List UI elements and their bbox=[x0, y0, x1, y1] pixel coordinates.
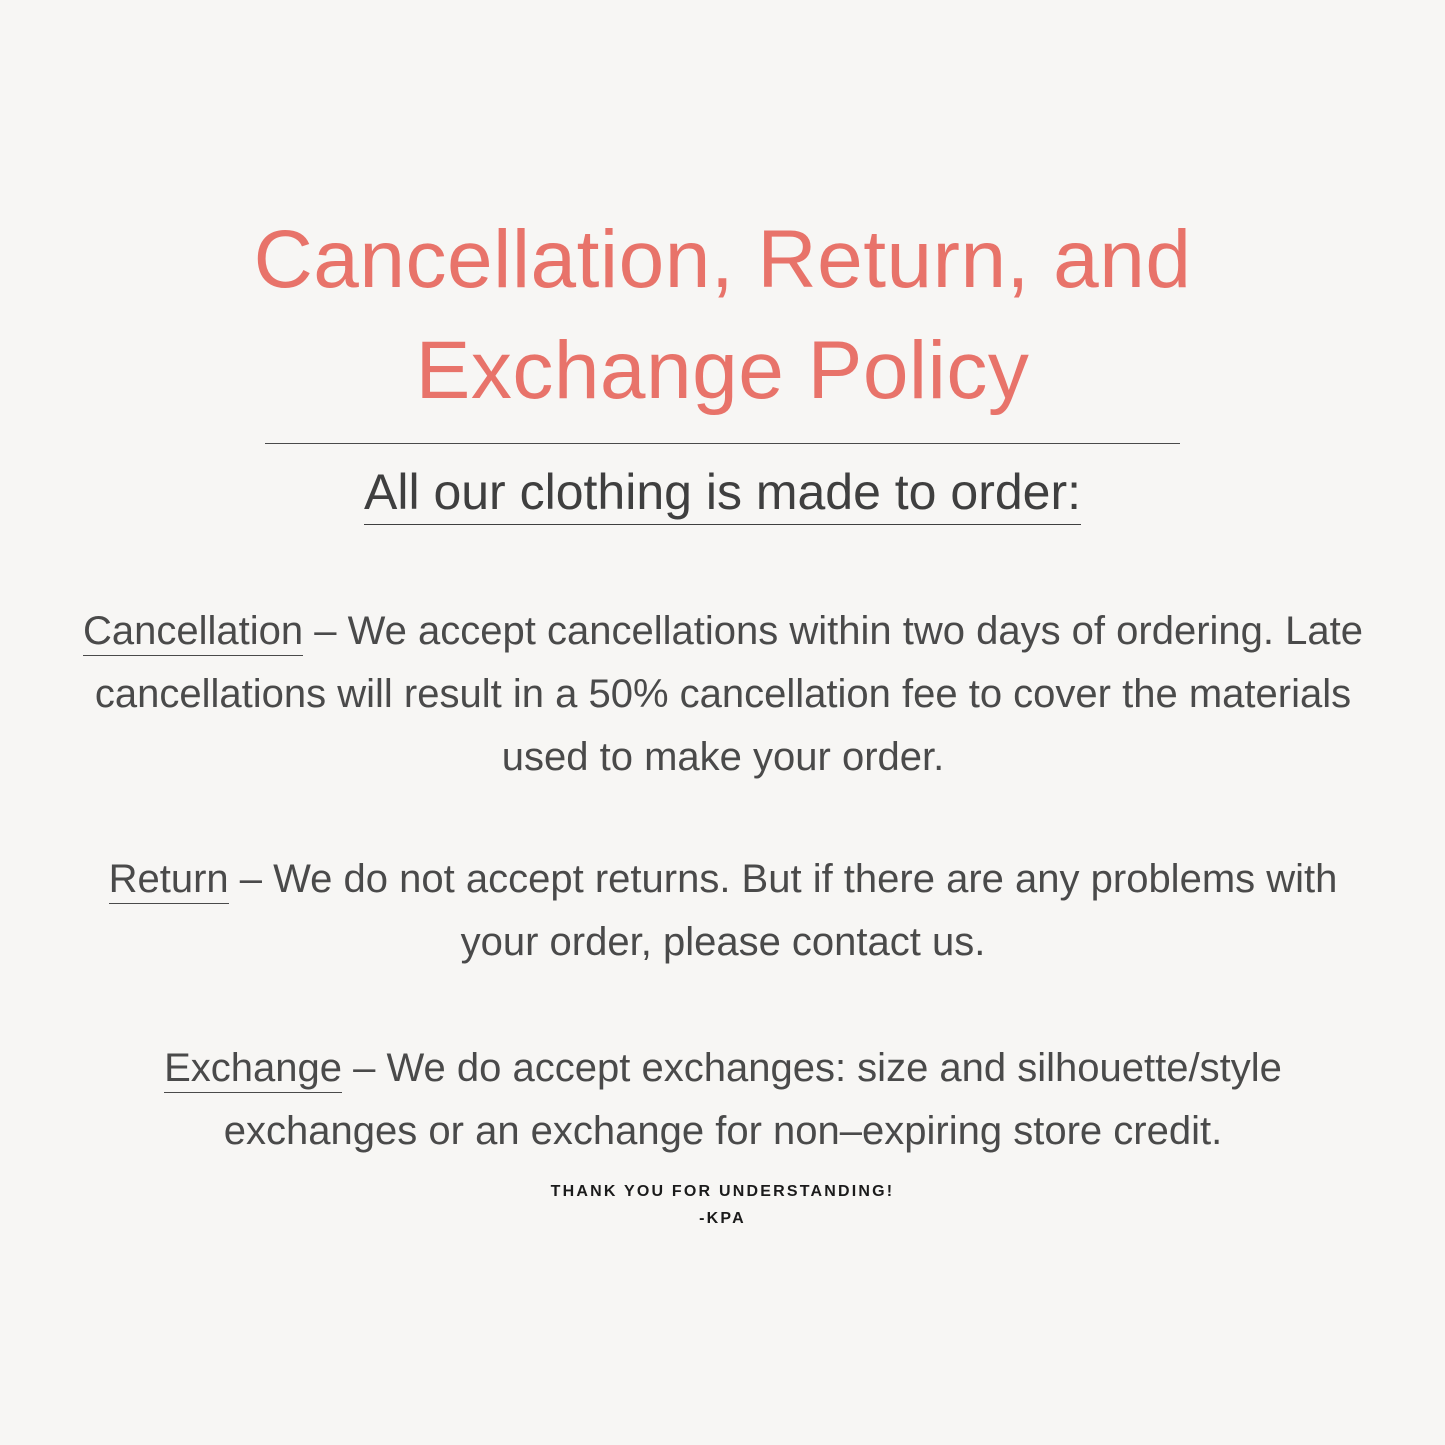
subtitle-text: All our clothing is made to order: bbox=[364, 464, 1081, 525]
section-text-return: – We do not accept returns. But if there are any problems with your order, please contact us. bbox=[228, 857, 1338, 965]
section-exchange bbox=[78, 1037, 1368, 1163]
section-term-return: Return bbox=[109, 857, 229, 904]
subtitle bbox=[160, 462, 1285, 522]
footer-signature: -KPA bbox=[699, 1210, 746, 1228]
section-term-cancellation: Cancellation bbox=[83, 609, 303, 656]
section-text-cancellation: – We accept cancellations within two days of ordering. Late cancellations will result in a 50% cancellation fee to cover the materials used to make your order. bbox=[94, 609, 1363, 780]
title-divider bbox=[265, 443, 1180, 444]
section-cancellation bbox=[78, 600, 1368, 790]
footer-thanks: THANK YOU FOR UNDERSTANDING! bbox=[550, 1183, 895, 1200]
section-return bbox=[78, 848, 1368, 974]
section-term-exchange: Exchange bbox=[164, 1046, 342, 1093]
section-text-exchange: – We do accept exchanges: size and silhouette/style exchanges or an exchange for non–expiring store credit. bbox=[223, 1046, 1282, 1154]
footer bbox=[0, 1178, 1445, 1232]
page-title: Cancellation, Return, and Exchange Policy bbox=[253, 214, 1192, 416]
